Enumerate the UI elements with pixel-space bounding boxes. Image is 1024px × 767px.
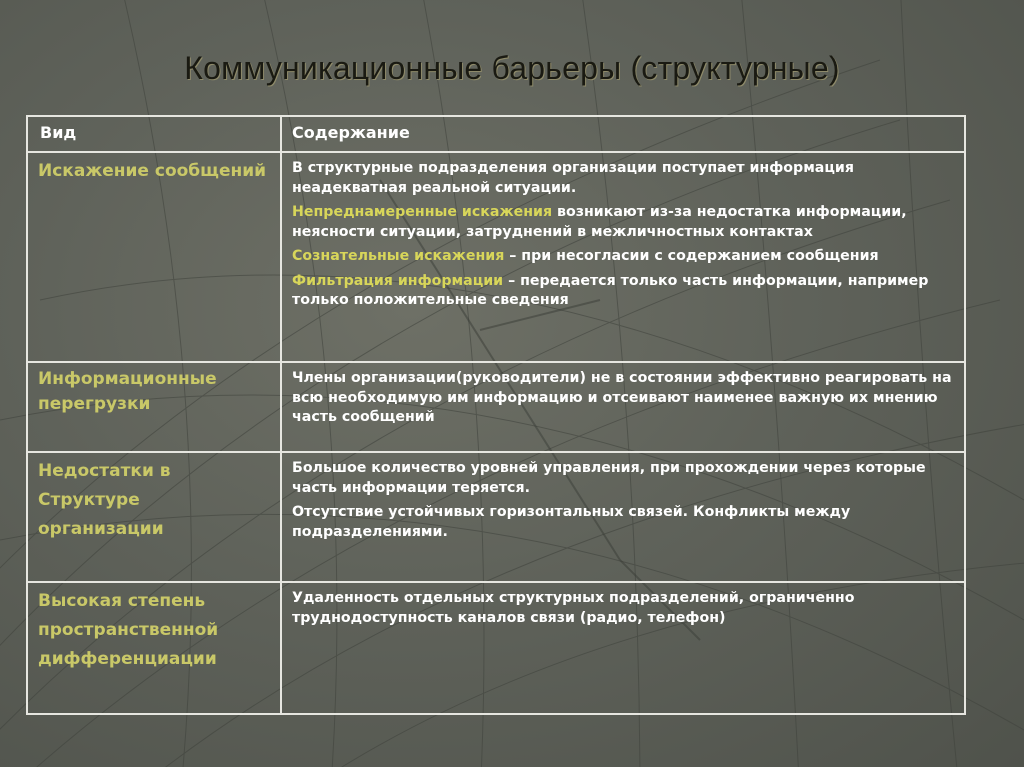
content-paragraph: Непреднамеренные искажения возникают из-за недостатка информации, неясности ситуации, затруднений в межличностных контактах [292,204,907,240]
highlight-term: Фильтрация информации [292,272,504,289]
row-content [281,452,965,582]
header-content: Содержание [281,116,965,152]
slide-title: Коммуникационные барьеры (структурные) [184,50,840,86]
content-paragraph: Отсутствие устойчивых горизонтальных связей. Конфликты между подразделениями. [292,504,851,540]
row-kind: Информационные перегрузки [27,362,281,452]
table-row [27,152,965,362]
content-paragraph: Большое количество уровней управления, при прохождении через которые часть информации теряется. [292,460,926,496]
content-paragraph: Сознательные искажения – при несогласии с содержанием сообщения [292,248,879,264]
table-header-row [27,116,965,152]
header-kind: Вид [27,116,281,152]
highlight-term: Сознательные искажения [292,248,505,264]
content-paragraph: В структурные подразделения организации поступает информация неадекватная реальной ситуации. [292,160,854,196]
table-row [27,362,965,452]
row-content [281,582,965,714]
row-kind: Высокая степень пространственной дифференциации [27,582,281,714]
content-paragraph: Члены организации(руководители) не в состоянии эффективно реагировать на всю необходимую им информацию и отсеивают наименее важную их мнению часть сообщений [292,370,952,425]
table-row [27,582,965,714]
content-paragraph: Фильтрация информации – передается только часть информации, например только положительные сведения [292,272,929,308]
barriers-table [26,115,966,715]
row-kind: Искажение сообщений [27,152,281,362]
row-kind: Недостатки в Структуре организации [27,452,281,582]
highlight-term: Непреднамеренные искажения [292,204,553,220]
content-paragraph: Удаленность отдельных структурных подразделений, ограниченно труднодоступность каналов связи (радио, телефон) [292,590,855,626]
table-row [27,452,965,582]
row-content [281,362,965,452]
row-content [281,152,965,362]
